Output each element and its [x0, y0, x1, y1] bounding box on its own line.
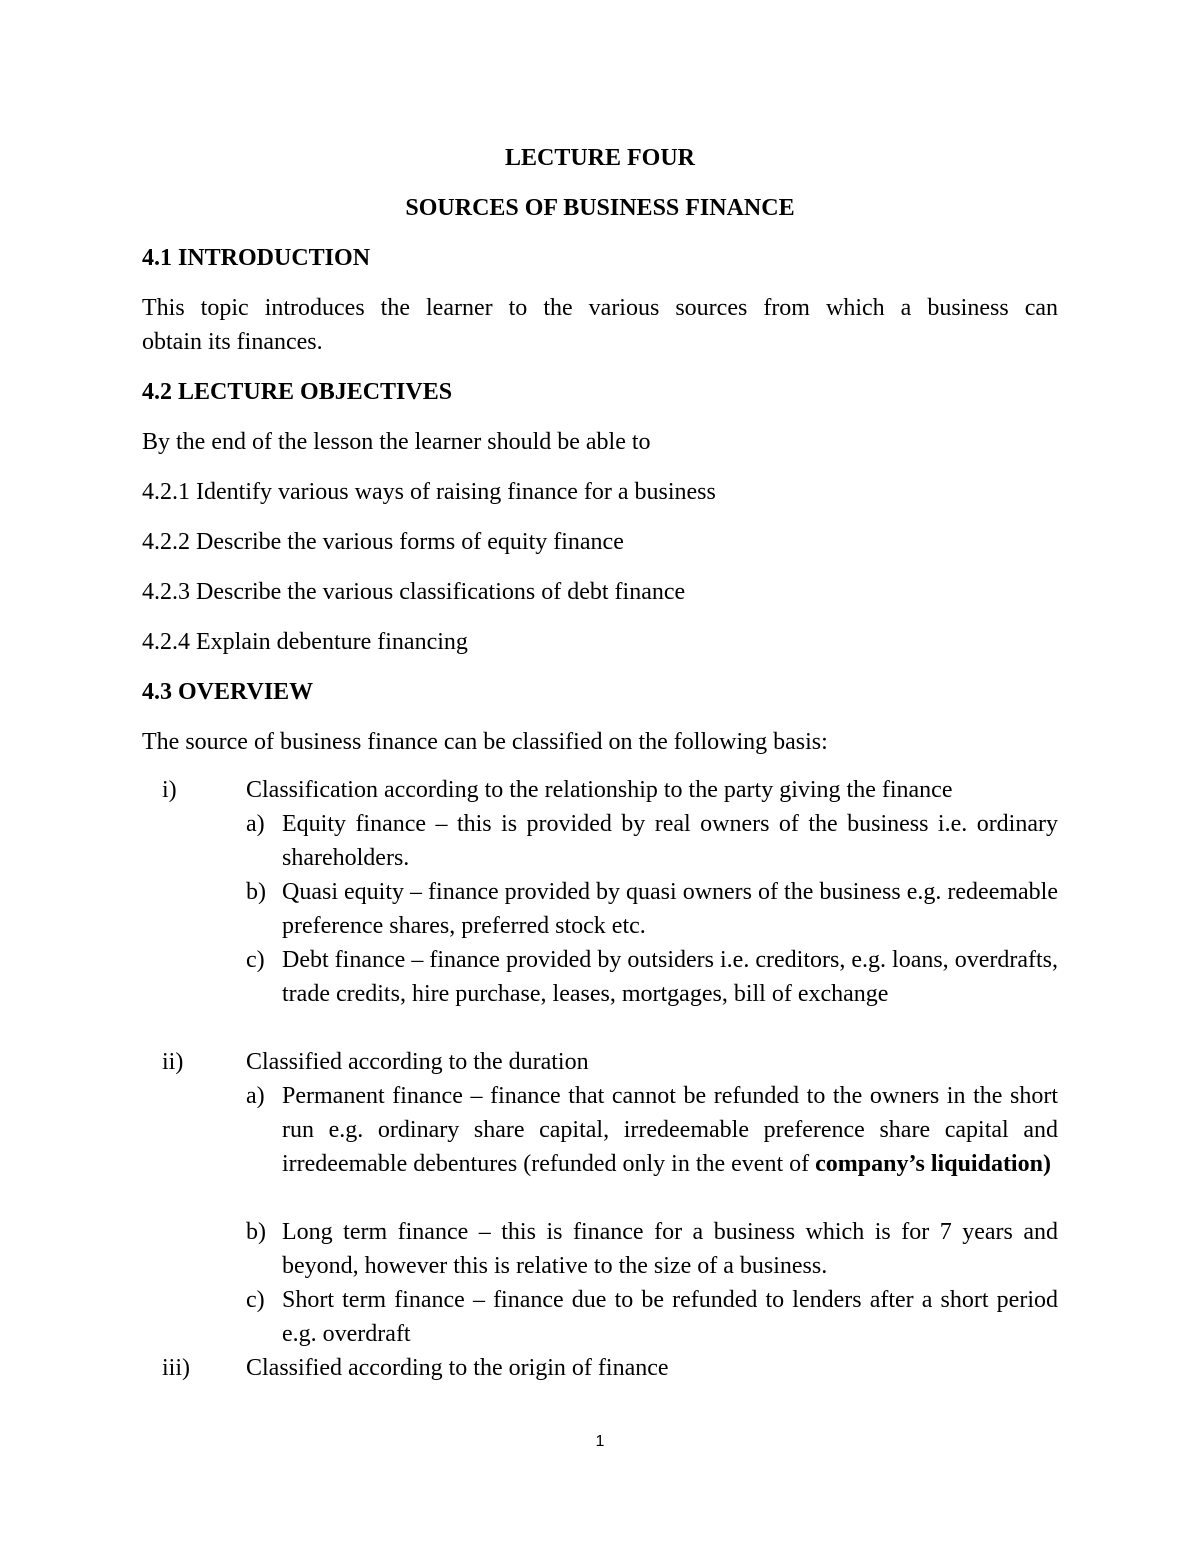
classification-title: Classified according to the origin of finance — [246, 1355, 669, 1381]
classification-title: Classification according to the relationship to the party giving the finance — [246, 777, 953, 803]
list-numeral: ii) — [162, 1049, 184, 1075]
objectives-heading: 4.2 LECTURE OBJECTIVES — [142, 379, 453, 405]
objectives-lead: By the end of the lesson the learner should be able to — [142, 429, 651, 455]
classification-title: Classified according to the duration — [246, 1049, 589, 1075]
list-numeral: i) — [162, 777, 177, 803]
lecture-label: LECTURE FOUR — [504, 145, 696, 171]
list-letter: a) — [246, 811, 265, 837]
list-item-bold-tail: company’s liquidation) — [815, 1151, 1051, 1177]
document-title: SOURCES OF BUSINESS FINANCE — [405, 195, 795, 221]
list-numeral: iii) — [162, 1355, 190, 1381]
objective-item: 4.2.4 Explain debenture financing — [142, 629, 468, 655]
objective-item: 4.2.1 Identify various ways of raising finance for a business — [142, 479, 716, 505]
intro-paragraph-line-2: obtain its finances. — [142, 329, 323, 355]
list-letter: a) — [246, 1083, 265, 1109]
objective-item: 4.2.2 Describe the various forms of equity finance — [142, 529, 624, 555]
list-item: Equity finance – this is provided by real owners of the business i.e. ordinary shareholders. — [282, 811, 1058, 871]
list-letter: c) — [246, 947, 265, 973]
overview-lead: The source of business finance can be classified on the following basis: — [142, 729, 828, 755]
list-item: Short term finance – finance due to be refunded to lenders after a short period e.g. overdraft — [282, 1287, 1058, 1347]
list-letter: c) — [246, 1287, 265, 1313]
list-item: Debt finance – finance provided by outsiders i.e. creditors, e.g. loans, overdrafts, trade credits, hire purchase, leases, mortgages, bill of exchange — [282, 947, 1058, 1007]
objective-item: 4.2.3 Describe the various classifications of debt finance — [142, 579, 686, 605]
overview-heading: 4.3 OVERVIEW — [142, 679, 314, 705]
intro-paragraph-line-1: This topic introduces the learner to the various sources from which a business can — [142, 295, 1058, 321]
list-item — [282, 1079, 1058, 1181]
list-letter: b) — [246, 1219, 266, 1245]
list-item: Quasi equity – finance provided by quasi owners of the business e.g. redeemable preference shares, preferred stock etc. — [282, 879, 1058, 939]
page-number: 1 — [595, 1433, 605, 1450]
list-item: Long term finance – this is finance for a business which is for 7 years and beyond, however this is relative to the size of a business. — [282, 1219, 1058, 1279]
list-item-text: Permanent finance – finance that cannot be refunded to the owners in the short run e.g. ordinary share capital, irredeemable preference share capital and irredeemable debentures (refunded only in the event of — [282, 1083, 1058, 1177]
list-letter: b) — [246, 879, 266, 905]
intro-heading: 4.1 INTRODUCTION — [142, 245, 371, 271]
